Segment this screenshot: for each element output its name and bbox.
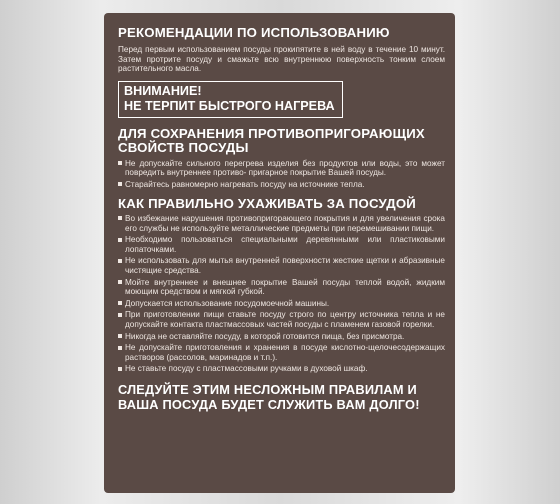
list-item: Во избежание нарушения противопригорающего покрытия и для увеличения срока его службы не используйте металлические предметы при перемешивании пищи. <box>118 214 445 233</box>
page-title: РЕКОМЕНДАЦИИ ПО ИСПОЛЬЗОВАНИЮ <box>118 25 390 40</box>
warning-title: ВНИМАНИЕ! <box>124 83 202 98</box>
instruction-card <box>104 13 455 493</box>
footer-slogan: СЛЕДУЙТЕ ЭТИМ НЕСЛОЖНЫМ ПРАВИЛАМ И ВАША ПОСУДА БУДЕТ СЛУЖИТЬ ВАМ ДОЛГО! <box>118 381 420 412</box>
list-item: Необходимо пользоваться специальными деревянными или пластиковыми лопаточками. <box>118 235 445 254</box>
list-item: Допускается использование посудомоечной машины. <box>118 299 445 309</box>
warning-text: НЕ ТЕРПИТ БЫСТРОГО НАГРЕВА <box>124 98 335 113</box>
list-item: Никогда не оставляйте посуду, в которой готовится пища, без присмотра. <box>118 332 445 342</box>
section-title-nonstick: ДЛЯ СОХРАНЕНИЯ ПРОТИВОПРИГОРАЮЩИХ СВОЙСТВ ПОСУДЫ <box>118 125 425 156</box>
nonstick-list <box>118 159 445 190</box>
list-item: Старайтесь равномерно нагревать посуду на источнике тепла. <box>118 180 445 190</box>
list-item: Не ставьте посуду с пластмассовыми ручками в духовой шкаф. <box>118 364 445 374</box>
list-item: Не допускайте приготовления и хранения в посуде кислотно-щелочесодержащих растворов (рассолов, маринадов и т.п.). <box>118 343 445 362</box>
warning-box <box>118 81 343 118</box>
list-item: Мойте внутреннее и внешнее покрытие Вашей посуды теплой водой, жидким моющим средством и мягкой губкой. <box>118 278 445 297</box>
list-item: Не использовать для мытья внутренней поверхности жесткие щетки и абразивные чистящие средства. <box>118 256 445 275</box>
section-title-care: КАК ПРАВИЛЬНО УХАЖИВАТЬ ЗА ПОСУДОЙ <box>118 195 416 211</box>
list-item: Не допускайте сильного перегрева изделия без продуктов или воды, это может повредить внутреннее противо- пригарное покрытие Вашей посуды. <box>118 159 445 178</box>
care-list <box>118 214 445 374</box>
list-item: При приготовлении пищи ставьте посуду строго по центру источника тепла и не допускайте контакта пластмассовых частей посуды с пламенем газовой горелки. <box>118 310 445 329</box>
intro-text: Перед первым использованием посуды прокипятите в ней воду в течение 10 минут. Затем протрите посуду и смажьте всю внутреннюю поверхность тонким слоем растительного масла. <box>118 45 445 74</box>
